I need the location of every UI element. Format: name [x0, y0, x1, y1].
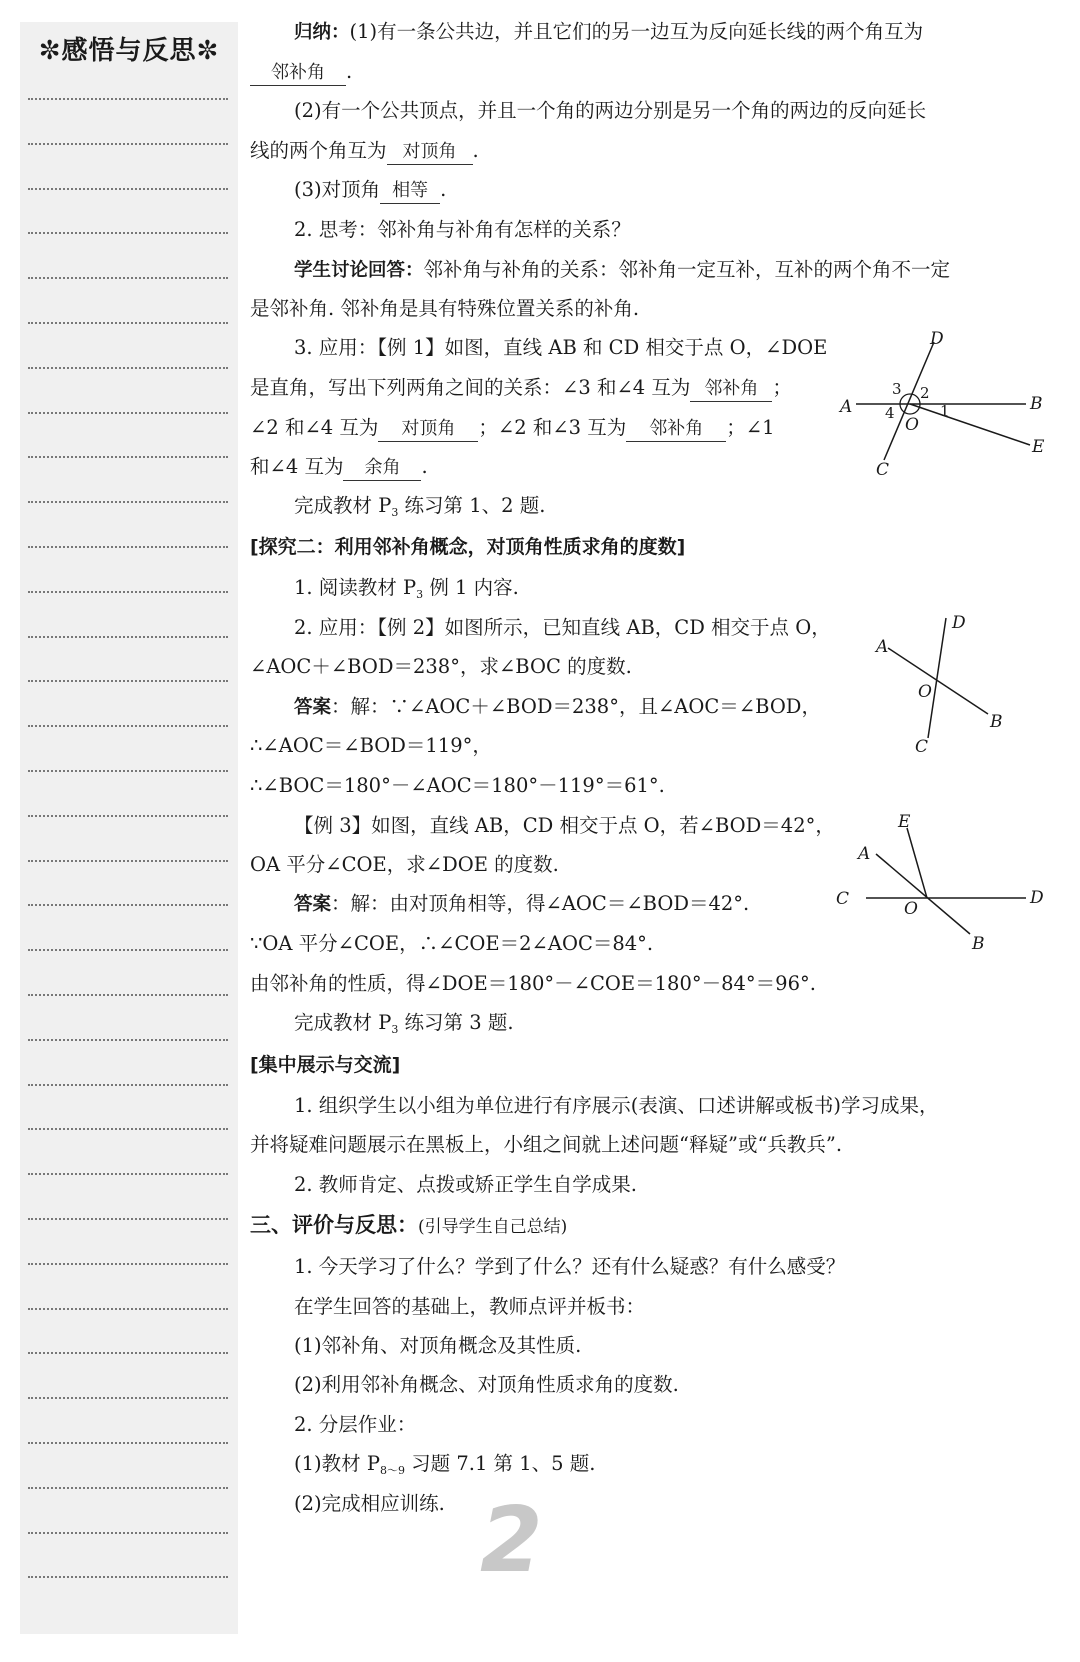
sidebar-writing-line	[28, 1352, 228, 1354]
line-2: 邻补角 .	[250, 58, 352, 86]
section-heading-exchange: [集中展示与交流]	[250, 1054, 401, 1076]
figure-example-3	[830, 808, 1060, 958]
sidebar-writing-line	[28, 1263, 228, 1265]
figure-example-1	[830, 330, 1060, 480]
label-2: 2	[920, 384, 930, 402]
sidebar-writing-line	[28, 456, 228, 458]
sidebar-writing-line	[28, 860, 228, 862]
line-20: ∴∠BOC＝180°－∠AOC＝180°－119°＝61°.	[250, 774, 665, 797]
line-8: 是邻补角. 邻补角是具有特殊位置关系的补角.	[250, 297, 640, 320]
answer-blank: 邻补角	[690, 377, 772, 402]
label-a: A	[840, 397, 853, 417]
line-33: 在学生回答的基础上，教师点评并板书：	[294, 1295, 646, 1318]
answer-blank: 对顶角	[378, 417, 478, 442]
sidebar-writing-line	[28, 232, 228, 234]
sidebar-writing-line	[28, 501, 228, 503]
label-a: A	[858, 844, 871, 864]
label-c: C	[915, 737, 929, 757]
line-9: 3. 应用：【例 1】如图，直线 AB 和 CD 相交于点 O，∠DOE	[294, 336, 828, 359]
sidebar-writing-line	[28, 412, 228, 414]
label-1: 1	[940, 402, 950, 420]
label-4: 4	[885, 404, 895, 422]
line-17: ∠AOC＋∠BOD＝238°，求∠BOC 的度数.	[250, 655, 632, 678]
line-32: 1. 今天学习了什么？学到了什么？还有什么疑惑？有什么感受？	[294, 1255, 846, 1278]
ray-oe	[907, 828, 927, 898]
sidebar-writing-line	[28, 815, 228, 817]
sidebar-writing-line	[28, 1487, 228, 1489]
sidebar-writing-line	[28, 143, 228, 145]
line-10: 是直角，写出下列两角之间的关系：∠3 和∠4 互为 邻补角 ；	[250, 374, 792, 402]
line-35: (2)利用邻补角概念、对顶角性质求角的度数.	[294, 1373, 679, 1396]
line-30: 2. 教师肯定、点拨或矫正学生自学成果.	[294, 1173, 638, 1196]
line-5: (3)对顶角 相等 .	[294, 176, 446, 204]
reflection-sidebar	[20, 22, 238, 1634]
sidebar-writing-line	[28, 725, 228, 727]
line-37: (1)教材 $P_{8\sim 9}$ 习题 7.1 第 1、5 题.	[294, 1452, 596, 1477]
label-c: C	[836, 889, 850, 909]
line-36: 2. 分层作业：	[294, 1413, 417, 1436]
sidebar-writing-line	[28, 1173, 228, 1175]
line-31: 三、评价与反思：(引导学生自己总结)	[250, 1213, 568, 1237]
sidebar-writing-line	[28, 1397, 228, 1399]
label-b: B	[972, 934, 985, 954]
line-29: 并将疑难问题展示在黑板上，小组之间就上述问题“释疑”或“兵教兵”.	[250, 1133, 843, 1156]
label-e: E	[1032, 437, 1045, 457]
line-cd	[928, 618, 946, 738]
sidebar-writing-line	[28, 546, 228, 548]
line-22: OA 平分∠COE，求∠DOE 的度数.	[250, 853, 559, 876]
line-25: 由邻补角的性质，得∠DOE＝180°－∠COE＝180°－84°＝96°.	[250, 972, 816, 995]
label-o: O	[904, 899, 918, 919]
figure-example-2	[860, 610, 1020, 760]
ray-oe	[910, 404, 1030, 445]
sidebar-writing-line	[28, 1532, 228, 1534]
sidebar-writing-line	[28, 1084, 228, 1086]
label-d: D	[952, 613, 966, 633]
main-content	[250, 0, 1060, 1662]
answer-blank: 邻补角	[626, 417, 726, 442]
sidebar-writing-line	[28, 1039, 228, 1041]
sidebar-writing-line	[28, 904, 228, 906]
sidebar-writing-line	[28, 367, 228, 369]
sidebar-writing-line	[28, 1218, 228, 1220]
line-18: 答案：解：∵∠AOC＋∠BOD＝238°，且∠AOC＝∠BOD，	[294, 695, 821, 718]
sidebar-writing-line	[28, 636, 228, 638]
sidebar-writing-line	[28, 1576, 228, 1578]
label-a: A	[876, 637, 889, 657]
answer-blank: 余角	[343, 456, 421, 481]
label-o: O	[918, 682, 932, 702]
page-number: 2	[480, 1488, 543, 1593]
line-3: (2)有一个公共顶点，并且一个角的两边分别是另一个角的两边的反向延长	[294, 99, 927, 122]
sidebar-writing-line	[28, 1308, 228, 1310]
line-16: 2. 应用：【例 2】如图所示，已知直线 AB，CD 相交于点 O，	[294, 616, 831, 639]
line-38: (2)完成相应训练.	[294, 1492, 445, 1515]
label-c: C	[876, 460, 890, 480]
sidebar-writing-line	[28, 188, 228, 190]
sidebar-writing-line	[28, 277, 228, 279]
label-d: D	[1030, 888, 1044, 908]
line-ab	[888, 648, 988, 714]
line-23: 答案：解：由对顶角相等，得∠AOC＝∠BOD＝42°.	[294, 892, 750, 915]
sidebar-writing-line	[28, 680, 228, 682]
label-o: O	[905, 415, 919, 435]
line-12: 和∠4 互为 余角 .	[250, 453, 428, 481]
sidebar-writing-line	[28, 1128, 228, 1130]
line-7: 学生讨论回答：邻补角与补角的关系：邻补角一定互补，互补的两个角不一定	[294, 258, 951, 281]
line-28: 1. 组织学生以小组为单位进行有序展示(表演、口述讲解或板书)学习成果，	[294, 1094, 939, 1117]
line-4: 线的两个角互为 对顶角 .	[250, 137, 479, 165]
line-26: 完成教材 $P_3$ 练习第 3 题.	[294, 1011, 514, 1036]
line-34: (1)邻补角、对顶角概念及其性质.	[294, 1334, 582, 1357]
line-1: 归纳：(1)有一条公共边，并且它们的另一边互为反向延长线的两个角互为	[294, 20, 924, 43]
sidebar-title: ✼感悟与反思✼	[38, 36, 220, 66]
label-e: E	[898, 812, 911, 832]
sidebar-writing-line	[28, 98, 228, 100]
label-d: D	[930, 330, 944, 349]
line-13: 完成教材 $P_3$ 练习第 1、2 题.	[294, 494, 546, 519]
sidebar-writing-line	[28, 591, 228, 593]
label-b: B	[1030, 394, 1043, 414]
line-11: ∠2 和∠4 互为 对顶角 ；∠2 和∠3 互为 邻补角 ；∠1	[250, 414, 775, 442]
sidebar-writing-line	[28, 322, 228, 324]
line-24: ∵OA 平分∠COE，∴∠COE＝2∠AOC＝84°.	[250, 932, 654, 955]
line-15: 1. 阅读教材 $P_3$ 例 1 内容.	[294, 576, 519, 601]
sidebar-writing-line	[28, 949, 228, 951]
answer-blank: 对顶角	[387, 140, 473, 165]
line-19: ∴∠AOC＝∠BOD＝119°，	[250, 734, 492, 757]
answer-blank: 相等	[380, 179, 440, 204]
sidebar-writing-line	[28, 994, 228, 996]
label-b: B	[990, 712, 1003, 732]
answer-blank: 邻补角	[250, 61, 346, 86]
line-6: 2. 思考：邻补角与补角有怎样的关系？	[294, 218, 631, 241]
sidebar-writing-line	[28, 1442, 228, 1444]
section-heading-explore-2: [探究二：利用邻补角概念，对顶角性质求角的度数]	[250, 536, 686, 558]
line-ab	[876, 854, 970, 934]
sidebar-writing-line	[28, 770, 228, 772]
line-21: 【例 3】如图，直线 AB，CD 相交于点 O，若∠BOD＝42°，	[294, 814, 835, 837]
label-3: 3	[892, 380, 902, 398]
